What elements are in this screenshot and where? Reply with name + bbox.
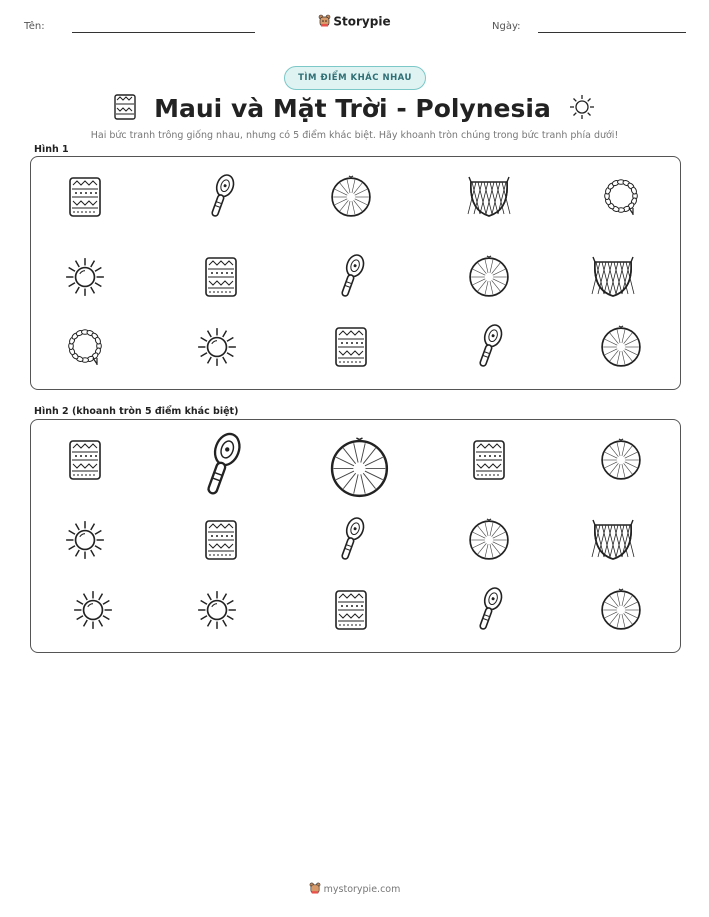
fishing-net-icon[interactable] xyxy=(583,512,643,568)
sun-icon[interactable] xyxy=(187,319,247,375)
war-club-icon[interactable] xyxy=(459,582,519,638)
date-label: Ngày: xyxy=(492,21,521,32)
page-title: Maui và Mặt Trời - Polynesia xyxy=(154,94,551,123)
sun-icon[interactable] xyxy=(63,582,123,638)
war-club-icon[interactable] xyxy=(321,249,381,305)
page-title-row xyxy=(0,94,709,126)
coconut-icon[interactable] xyxy=(459,249,519,305)
picture1-label: Hình 1 xyxy=(34,144,69,155)
coconut-icon[interactable] xyxy=(591,432,651,488)
picture1-panel[interactable] xyxy=(30,156,681,390)
activity-badge: TÌM ĐIỂM KHÁC NHAU xyxy=(284,66,426,90)
tapa-cloth-icon xyxy=(114,94,136,126)
tapa-cloth-icon[interactable] xyxy=(191,249,251,305)
tapa-cloth-icon[interactable] xyxy=(55,432,115,488)
tapa-cloth-icon[interactable] xyxy=(191,512,251,568)
footer xyxy=(0,882,709,897)
date-field[interactable] xyxy=(538,32,686,33)
flower-lei-icon[interactable] xyxy=(55,319,115,375)
coconut-icon[interactable] xyxy=(329,440,389,496)
instructions: Hai bức tranh trông giống nhau, nhưng có 5 điểm khác biệt. Hãy khoanh tròn chúng trong bức tranh phía dưới! xyxy=(90,130,619,141)
bear-footer-icon xyxy=(309,882,321,897)
sun-icon[interactable] xyxy=(55,512,115,568)
brand-logo xyxy=(0,14,709,30)
tapa-cloth-icon[interactable] xyxy=(459,432,519,488)
tapa-cloth-icon[interactable] xyxy=(321,319,381,375)
tapa-cloth-icon[interactable] xyxy=(321,582,381,638)
name-field[interactable] xyxy=(72,32,255,33)
war-club-icon[interactable] xyxy=(459,319,519,375)
brand-name: Storypie xyxy=(333,14,391,29)
coconut-icon[interactable] xyxy=(459,512,519,568)
sun-icon[interactable] xyxy=(187,582,247,638)
footer-url: mystorypie.com xyxy=(323,884,401,895)
name-label: Tên: xyxy=(24,21,45,32)
coconut-icon[interactable] xyxy=(591,582,651,638)
sun-icon xyxy=(569,94,595,126)
sun-icon[interactable] xyxy=(55,249,115,305)
fishing-net-icon[interactable] xyxy=(459,169,519,225)
fishing-net-icon[interactable] xyxy=(583,249,643,305)
war-club-icon[interactable] xyxy=(321,512,381,568)
war-club-icon[interactable] xyxy=(191,169,251,225)
coconut-icon[interactable] xyxy=(591,319,651,375)
picture2-label: Hình 2 (khoanh tròn 5 điểm khác biệt) xyxy=(34,406,239,417)
picture2-panel[interactable] xyxy=(30,419,681,653)
tapa-cloth-icon[interactable] xyxy=(55,169,115,225)
war-club-icon[interactable] xyxy=(191,438,251,494)
bear-logo-icon xyxy=(318,14,331,30)
coconut-icon[interactable] xyxy=(321,169,381,225)
flower-lei-icon[interactable] xyxy=(591,169,651,225)
